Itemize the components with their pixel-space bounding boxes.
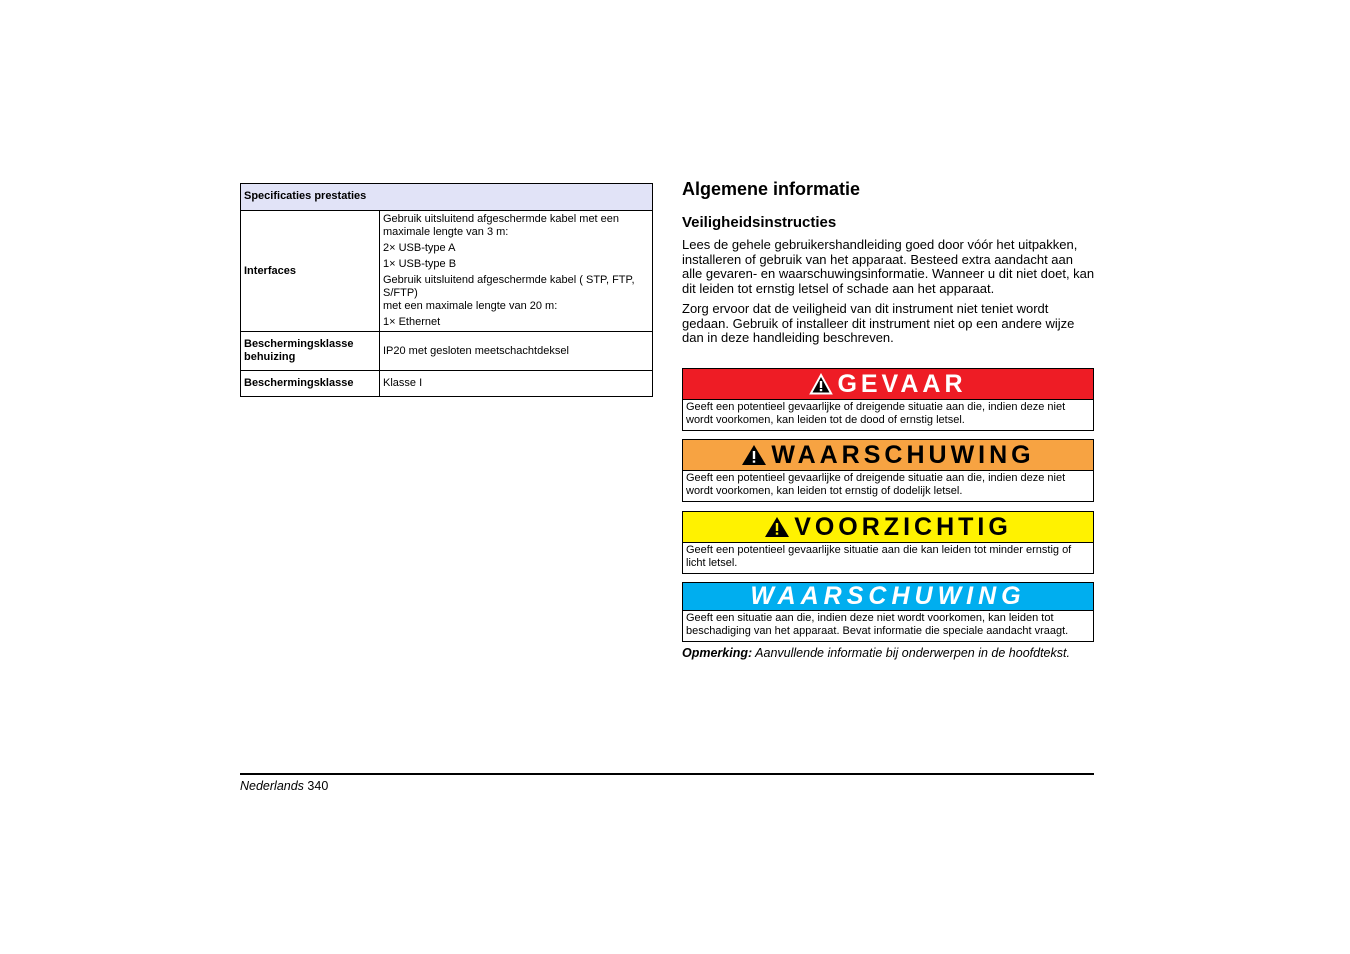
notice-box: [682, 582, 1094, 642]
warning-box: [682, 439, 1094, 502]
note: [682, 646, 1070, 660]
danger-box: [682, 368, 1094, 431]
row-label-protection-housing: Beschermingsklasse behuizing: [241, 332, 380, 371]
safety-paragraph: Zorg ervoor dat de veiligheid van dit instrument niet teniet wordt gedaan. Gebruik of installeer dit instrument niet op een andere wijze dan in deze handleiding beschreven.: [682, 301, 1075, 345]
row-label-interfaces: Interfaces: [241, 211, 380, 332]
note-text: Aanvullende informatie bij onderwerpen in de hoofdtekst.: [755, 646, 1070, 660]
page-number: 340: [307, 779, 329, 793]
danger-header: [683, 369, 1093, 400]
row-value-interfaces: [380, 211, 653, 332]
interface-cable-note-long: Gebruik uitsluitend afgeschermde kabel ( STP, FTP, S/FTP) met een maximale lengte van 20 m:: [383, 274, 635, 312]
spec-table-header-row: [241, 184, 653, 211]
note-label: Opmerking:: [682, 646, 753, 660]
footer: [240, 779, 328, 793]
notice-text: Geeft een situatie aan die, indien deze niet wordt voorkomen, kan leiden tot beschadiging van het apparaat. Bevat informatie die speciale aandacht vraagt.: [686, 612, 1069, 637]
interface-ethernet: 1× Ethernet: [383, 316, 441, 328]
section-subtitle: Veiligheidsinstructies: [682, 214, 837, 231]
warning-triangle-icon: [764, 516, 790, 538]
danger-text: Geeft een potentieel gevaarlijke of dreigende situatie aan die, indien deze niet wordt voorkomen, kan leiden tot de dood of ernstig letsel.: [686, 401, 1066, 426]
row-label-protection-class: Beschermingsklasse: [241, 371, 380, 397]
caution-header: [683, 512, 1093, 543]
intro-paragraph: Lees de gehele gebruikershandleiding goed door vóór het uitpakken, installeren of gebruik van het apparaat. Besteed extra aandacht aan alle gevaren- en waarschuwingsinformatie. Wanneer u dit niet doet, kan dit leiden tot ernstig letsel of schade aan het apparaat.: [682, 237, 1095, 296]
table-row: [241, 332, 653, 371]
caution-text: Geeft een potentieel gevaarlijke situatie aan die kan leiden tot minder ernstig of licht letsel.: [686, 544, 1072, 569]
footer-language: Nederlands: [240, 779, 304, 793]
danger-title: GEVAAR: [837, 369, 967, 398]
interface-usb-b: 1× USB-type B: [383, 258, 457, 270]
row-value-protection-housing: IP20 met gesloten meetschachtdeksel: [380, 332, 653, 371]
warning-header: [683, 440, 1093, 471]
notice-title: WAARSCHUWING: [750, 582, 1026, 610]
section-title: Algemene informatie: [682, 179, 861, 199]
warning-text: Geeft een potentieel gevaarlijke of dreigende situatie aan die, indien deze niet wordt voorkomen, kan leiden tot ernstig of dodelijk letsel.: [686, 472, 1066, 497]
interface-cable-note-short: Gebruik uitsluitend afgeschermde kabel met een maximale lengte van 3 m:: [383, 213, 620, 238]
footer-divider: [240, 773, 1094, 775]
table-row: [241, 371, 653, 397]
caution-title: VOORZICHTIG: [794, 512, 1012, 541]
warning-triangle-icon: [741, 444, 767, 466]
caution-box: [682, 511, 1094, 574]
notice-header: [683, 583, 1093, 611]
spec-table: [240, 183, 653, 397]
row-value-protection-class: Klasse I: [380, 371, 653, 397]
warning-title: WAARSCHUWING: [771, 440, 1035, 469]
interface-usb-a: 2× USB-type A: [383, 242, 456, 254]
warning-triangle-icon: [809, 373, 833, 395]
spec-table-header: Specificaties prestaties: [241, 184, 653, 211]
table-row: [241, 211, 653, 332]
